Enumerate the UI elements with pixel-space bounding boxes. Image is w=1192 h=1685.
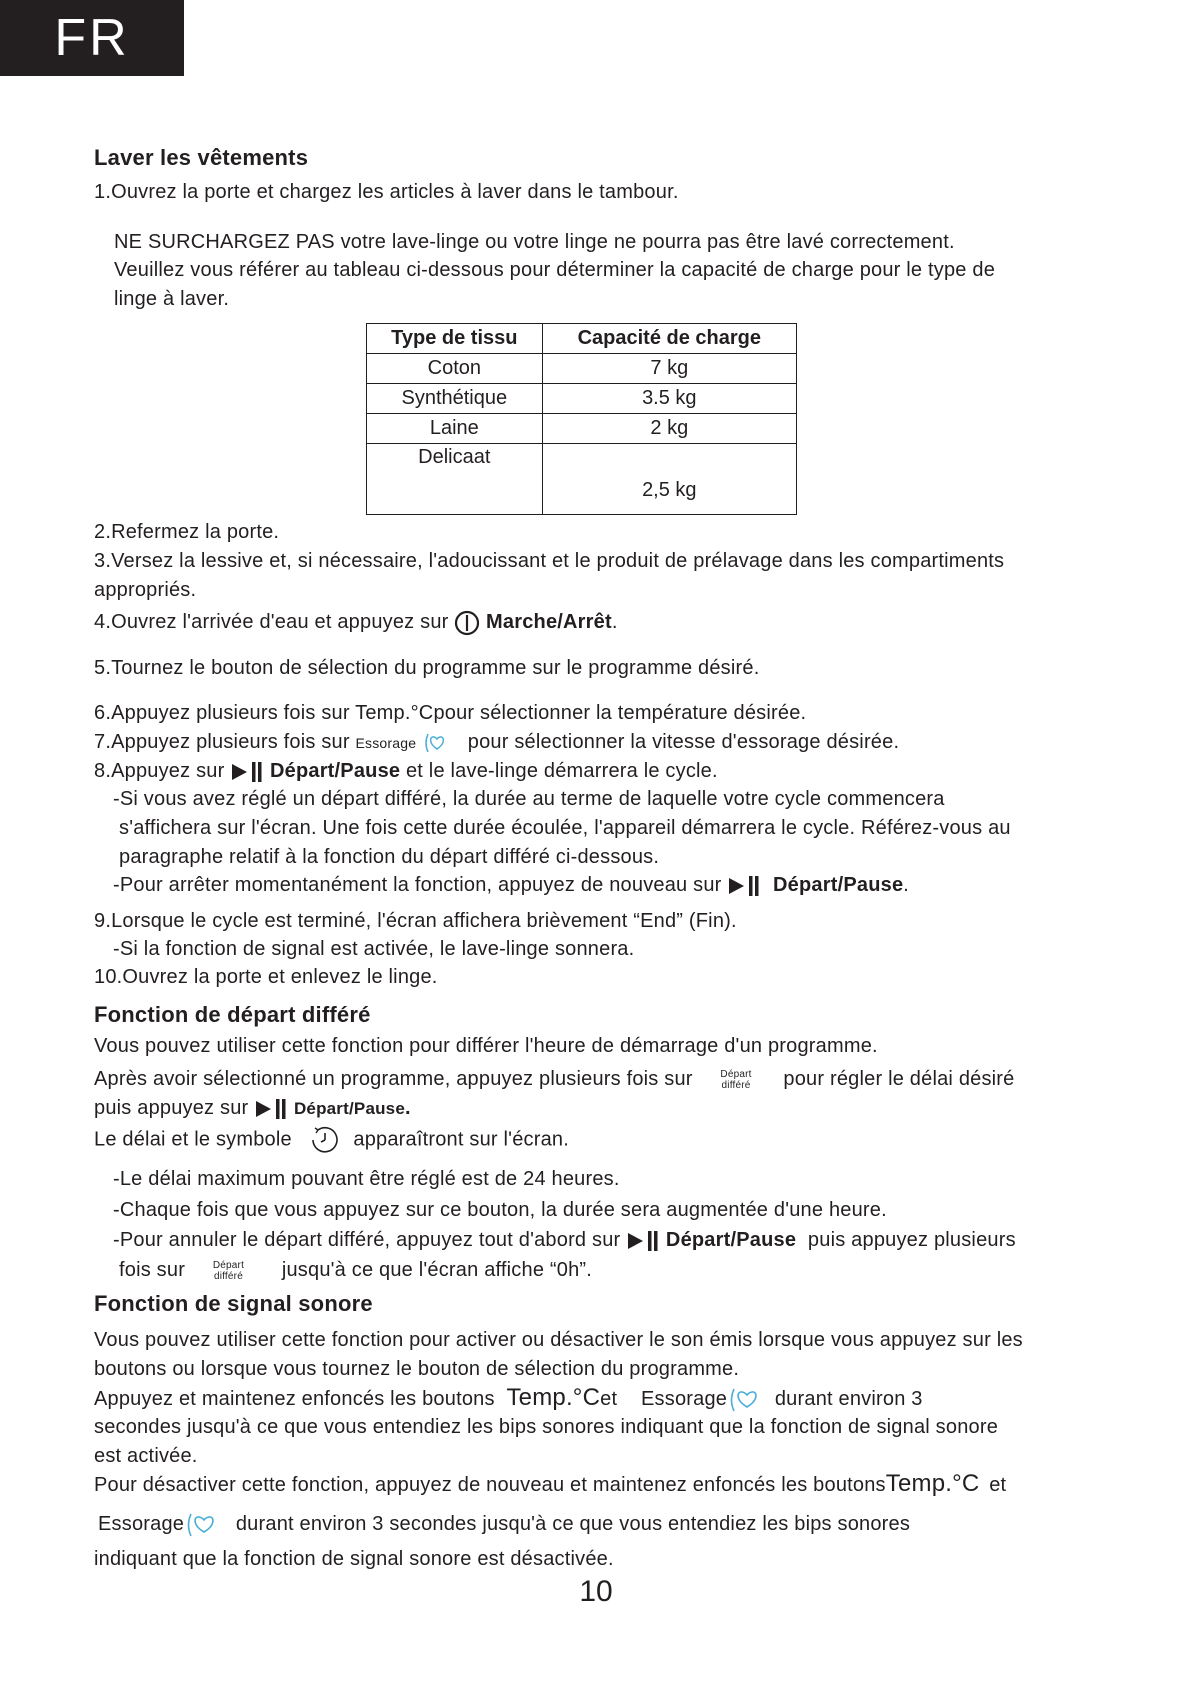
fabric-cell: Delicaat [367, 444, 543, 515]
language-tab: FR [0, 0, 184, 76]
table-intro-line2: linge à laver. [114, 288, 230, 310]
step-7-text: 7.Appuyez plusieurs fois sur [94, 731, 356, 753]
step-9: 9.Lorsque le cycle est terminé, l'écran affichera brièvement “End” (Fin). [94, 910, 737, 932]
table-row [367, 384, 797, 414]
start-pause-label: Départ/Pause [665, 1229, 797, 1251]
overload-warning: NE SURCHARGEZ PAS votre lave-linge ou votre linge ne pourra pas être lavé correctement. [114, 231, 955, 253]
step-8-text: 8.Appuyez sur [94, 760, 231, 782]
delay-para-4-text-end: apparaîtront sur l'écran. [353, 1128, 569, 1151]
delay-section-title: Fonction de départ différé [94, 1002, 371, 1027]
table-intro-line1: Veuillez vous référer au tableau ci-dessous pour déterminer la capacité de charge pour le type de [114, 259, 996, 281]
delay-para-2-text: Après avoir sélectionné un programme, appuyez plusieurs fois sur [94, 1068, 693, 1090]
sound-para-2-text: Appuyez et maintenez enfoncés les boutons [94, 1388, 495, 1410]
temp-button-label: Temp.°C [506, 1384, 601, 1411]
capacity-cell: 2 kg [542, 414, 796, 444]
power-button-label: Marche/Arrêt [486, 611, 612, 633]
delay-para-4 [94, 1125, 569, 1155]
step-7-text-end: pour sélectionner la vitesse d'essorage désirée. [467, 731, 900, 753]
step-4: 4.Ouvrez l'arrivée d'eau et appuyez sur Marche/Arrêt. [94, 608, 618, 636]
step-8-note-4: -Pour arrêter momentanément la fonction, appuyez de nouveau sur Départ/Pause. [113, 874, 910, 896]
delay-button-label: Départ différé [212, 1259, 245, 1282]
spin-button-label: Essorage [355, 735, 417, 751]
step-3-line1: 3.Versez la lessive et, si nécessaire, l'adoucissant et le produit de prélavage dans les compartiments [94, 550, 1005, 572]
start-pause-icon [230, 760, 264, 784]
delay-note-4 [119, 1256, 592, 1284]
spin-heart-icon [184, 1512, 218, 1538]
fabric-cell: Synthétique [367, 384, 543, 414]
fabric-cell: Coton [367, 354, 543, 384]
step-8 [94, 757, 718, 785]
step-3-line2: appropriés. [94, 579, 197, 601]
capacity-cell: 7 kg [542, 354, 796, 384]
delay-para-3: puis appuyez sur Départ/Pause. [94, 1097, 411, 1119]
start-pause-icon [626, 1229, 660, 1253]
step-6-text-end: pour sélectionner la température désirée. [433, 702, 807, 724]
step-5: 5.Tournez le bouton de sélection du programme sur le programme désiré. [94, 657, 760, 679]
delay-note-2: -Chaque fois que vous appuyez sur ce bouton, la durée sera augmentée d'une heure. [113, 1199, 887, 1221]
step-2: 2.Refermez la porte. [94, 521, 280, 543]
delay-note-4-text-end: jusqu'à ce que l'écran affiche “0h”. [281, 1259, 593, 1281]
step-6-text: 6.Appuyez plusieurs fois sur [94, 702, 356, 724]
step-7 [94, 728, 899, 757]
table-row [367, 444, 797, 515]
table-row [367, 414, 797, 444]
capacity-table [366, 323, 797, 515]
start-pause-label: Départ/Pause [269, 760, 401, 782]
wash-section-title: Laver les vêtements [94, 145, 309, 170]
spin-button-label: Essorage [641, 1388, 728, 1410]
sound-para-3: secondes jusqu'à ce que vous entendiez les bips sonores indiquant que la fonction de signal sonore [94, 1416, 999, 1438]
spin-button-label: Essorage [98, 1513, 185, 1535]
page-number: 10 [579, 1575, 613, 1608]
capacity-cell: 2,5 kg [542, 444, 796, 515]
step-8-note-3: paragraphe relatif à la fonction du départ différé ci-dessous. [119, 846, 660, 868]
step-8-note-2: s'affichera sur l'écran. Une fois cette durée écoulée, l'appareil démarrera le cycle. Référez-vous au [119, 817, 1011, 839]
delay-para-2 [94, 1065, 1015, 1093]
capacity-cell: 3.5 kg [542, 384, 796, 414]
sound-para-2-text-end: durant environ 3 [774, 1388, 923, 1410]
sound-and: et [989, 1474, 1007, 1496]
delay-para-3-text: puis appuyez sur [94, 1097, 255, 1119]
step-8-note-1: -Si vous avez réglé un départ différé, la durée au terme de laquelle votre cycle commencera [113, 788, 945, 810]
start-pause-label: Départ/Pause [293, 1099, 405, 1118]
start-pause-icon [254, 1097, 288, 1121]
sound-para-5 [94, 1470, 1006, 1499]
table-row [367, 354, 797, 384]
sound-para-2 [94, 1384, 923, 1413]
table-header-capacity: Capacité de charge [542, 324, 796, 354]
delay-note-3 [113, 1226, 1016, 1254]
step-9-note: -Si la fonction de signal est activée, le lave-linge sonnera. [113, 938, 635, 960]
delay-timer-icon [308, 1125, 342, 1155]
sound-para-7: indiquant que la fonction de signal sonore est désactivée. [94, 1548, 614, 1570]
delay-note-1: -Le délai maximum pouvant être réglé est de 24 heures. [113, 1168, 620, 1190]
step-4-text: 4.Ouvrez l'arrivée d'eau et appuyez sur [94, 611, 449, 633]
sound-para-1-line1: Vous pouvez utiliser cette fonction pour activer ou désactiver le son émis lorsque vous appuyez sur les [94, 1329, 1023, 1351]
spin-heart-icon [422, 732, 448, 754]
step-6 [94, 699, 806, 727]
start-pause-icon [727, 874, 761, 898]
sound-para-6 [98, 1510, 910, 1538]
temp-button-label: Temp.°C [885, 1470, 980, 1497]
start-pause-label: Départ/Pause [773, 874, 904, 896]
step-8-text-end: et le lave-linge démarrera le cycle. [400, 760, 718, 782]
power-icon [454, 610, 480, 636]
delay-note-4-text: fois sur [119, 1259, 186, 1281]
delay-para-4-text: Le délai et le symbole [94, 1128, 292, 1151]
delay-para-2-text-end: pour régler le délai désiré [783, 1068, 1015, 1090]
fabric-cell: Laine [367, 414, 543, 444]
temp-button-label: Temp.°C [355, 702, 434, 724]
sound-and: et [600, 1388, 618, 1410]
step-8-note-4-text: -Pour arrêter momentanément la fonction, appuyez de nouveau sur [113, 874, 728, 896]
step-10: 10.Ouvrez la porte et enlevez le linge. [94, 966, 438, 988]
table-header-fabric: Type de tissu [367, 324, 543, 354]
sound-para-6-text: durant environ 3 secondes jusqu'à ce que vous entendiez les bips sonores [235, 1513, 911, 1535]
delay-note-3-text-end: puis appuyez plusieurs [807, 1229, 1016, 1251]
step-1: 1.Ouvrez la porte et chargez les articles à laver dans le tambour. [94, 181, 679, 203]
sound-section-title: Fonction de signal sonore [94, 1291, 373, 1316]
spin-heart-icon [727, 1387, 761, 1413]
delay-para-1: Vous pouvez utiliser cette fonction pour différer l'heure de démarrage d'un programme. [94, 1035, 878, 1057]
delay-note-3-text: -Pour annuler le départ différé, appuyez tout d'abord sur [113, 1229, 627, 1251]
sound-para-4: est activée. [94, 1445, 198, 1467]
sound-para-5-text: Pour désactiver cette fonction, appuyez de nouveau et maintenez enfoncés les boutons [94, 1474, 886, 1496]
delay-button-label: Départ différé [720, 1068, 752, 1091]
sound-para-1-line2: boutons ou lorsque vous tournez le bouton de sélection du programme. [94, 1358, 740, 1380]
